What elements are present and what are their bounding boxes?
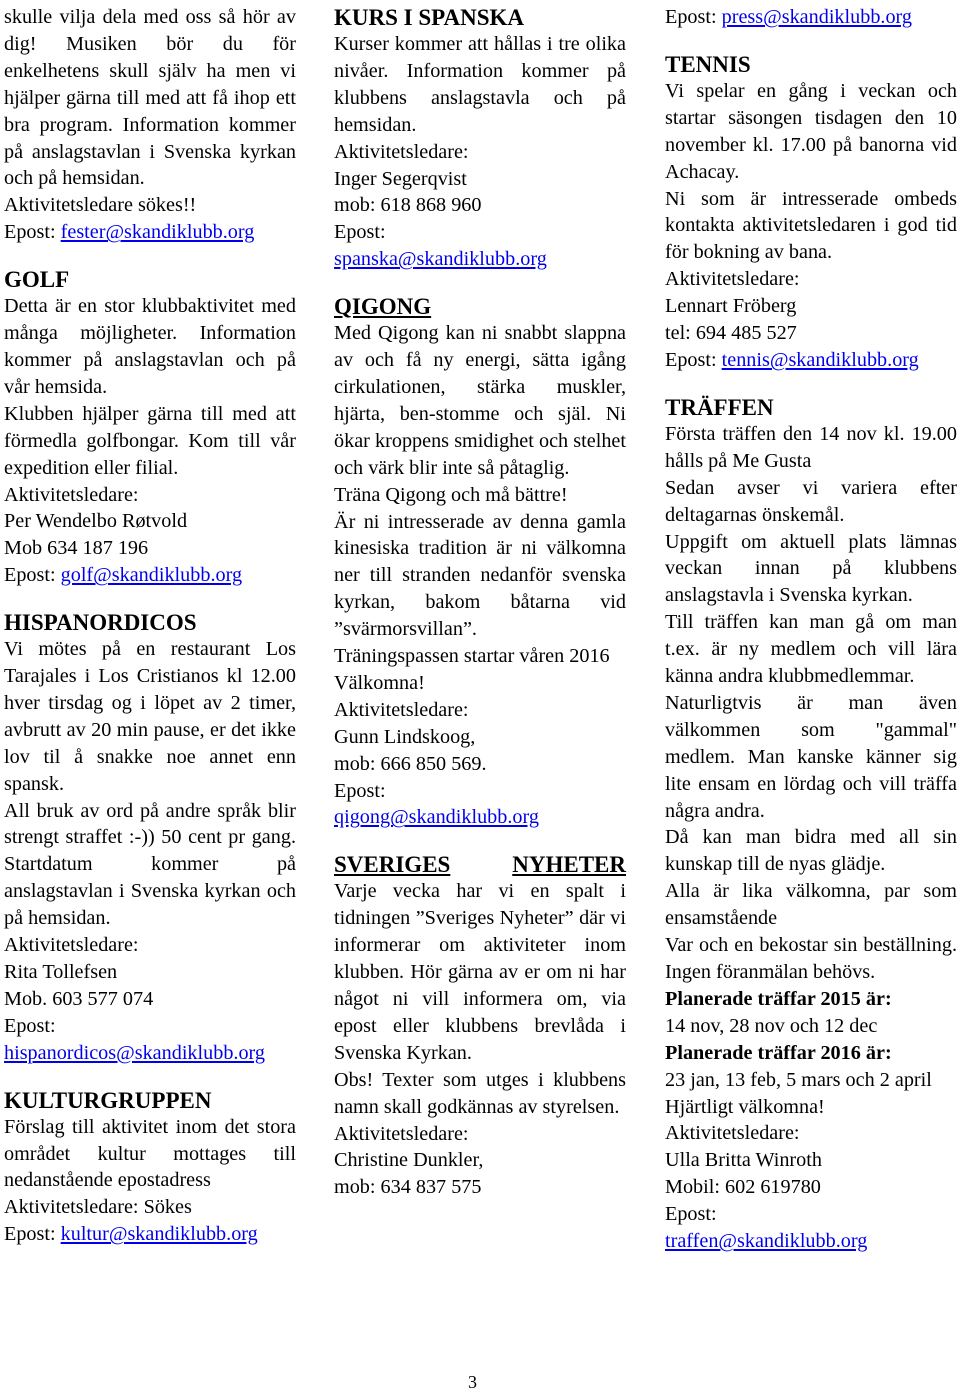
- traffen-2015-heading: Planerade träffar 2015 är:: [665, 987, 892, 1010]
- intro-email-line: [4, 219, 296, 246]
- golf-email-label: Epost:: [4, 564, 61, 587]
- traffen-variation: Sedan avser vi variera efter deltagarnas önskemål.: [665, 476, 957, 526]
- kulturgruppen-email-label: Epost:: [4, 1223, 61, 1246]
- hispanordicos-email-label: Epost:: [4, 1014, 56, 1037]
- hispanordicos-phone: Mob. 603 577 074: [4, 987, 154, 1010]
- qigong-start: Träningspassen startar våren 2016: [334, 645, 610, 668]
- hispanordicos-leader-label: Aktivitetsledare:: [4, 934, 139, 957]
- traffen-first-meeting: Första träffen den 14 nov kl. 19.00 hålls på Me Gusta: [665, 422, 957, 472]
- tennis-description: Vi spelar en gång i veckan och startar säsongen tisdagen den 10 november kl. 17.00 på banorna vid Achacay.: [665, 79, 957, 183]
- press-email-line: [665, 4, 957, 31]
- tennis-phone: tel: 694 485 527: [665, 322, 797, 345]
- traffen-leader-label: Aktivitetsledare:: [665, 1122, 800, 1145]
- nyheter-description: Varje vecka har vi en spalt i tidningen ”Sveriges Nyheter” där vi informerar om aktiviteter inom klubben. Hör gärna av er om ni har något ni vill informera om, via epost eller klubbens brevlåda i Svenska Kyrkan.: [334, 880, 626, 1064]
- qigong-heading: QIGONG: [334, 294, 432, 320]
- traffen-email-link[interactable]: traffen@skandiklubb.org: [665, 1230, 868, 1253]
- kultur-email-link[interactable]: kultur@skandiklubb.org: [60, 1223, 258, 1246]
- traffen-location: Uppgift om aktuell plats lämnas veckan innan på klubbens anslagstavla i Svenska kyrkan.: [665, 530, 957, 607]
- traffen-2015-dates: 14 nov, 28 nov och 12 dec: [665, 1014, 878, 1037]
- nyheter-heading: [334, 851, 626, 878]
- qigong-leader-name: Gunn Lindskoog,: [334, 725, 476, 748]
- traffen-2016-dates: 23 jan, 13 feb, 5 mars och 2 april: [665, 1068, 932, 1091]
- hispanordicos-email-link[interactable]: hispanordicos@skandiklubb.org: [4, 1041, 266, 1064]
- spanska-email-link[interactable]: spanska@skandiklubb.org: [334, 248, 547, 271]
- tennis-email-link[interactable]: tennis@skandiklubb.org: [721, 348, 919, 371]
- traffen-phone: Mobil: 602 619780: [665, 1176, 821, 1199]
- traffen-2016-heading: Planerade träffar 2016 är:: [665, 1041, 892, 1064]
- golf-heading: GOLF: [4, 267, 70, 293]
- qigong-description: Med Qigong kan ni snabbt slappna av och få ny energi, sätta igång cirkulationen, stärka muskler, hjärta, ben-stomme och själ. Ni ökar kroppens smidighet och stelhet och värk blir inte så påtaglig.: [334, 322, 626, 479]
- traffen-new-members: Till träffen kan man gå om man t.ex. är ny medlem och vill lära känna andra klubbmedlemmar.: [665, 611, 957, 688]
- traffen-old-members: Naturligtvis är man även välkommen som "gammal" medlem. Man kanske känner sig lite ensam en lördag och vill träffa några andra.: [665, 691, 957, 822]
- qigong-slogan: Träna Qigong och må bättre!: [334, 483, 568, 506]
- nyheter-heading-left: SVERIGES: [334, 852, 451, 878]
- qigong-invitation: Är ni intresserade av denna gamla kinesiska tradition är ni välkomna ner till stranden nedanför svenska kyrkan, bakom båtarna vid ”svärmorsvillan”.: [334, 510, 626, 641]
- column-1: [4, 4, 296, 1248]
- golf-email-link[interactable]: golf@skandiklubb.org: [60, 564, 243, 587]
- hispanordicos-heading: HISPANORDICOS: [4, 610, 197, 636]
- column-3: [665, 4, 957, 1255]
- kulturgruppen-email-line: [4, 1221, 296, 1248]
- nyheter-leader-label: Aktivitetsledare:: [334, 1122, 469, 1145]
- spanska-leader-name: Inger Segerqvist: [334, 167, 467, 190]
- traffen-email-label: Epost:: [665, 1203, 717, 1226]
- hispanordicos-leader-name: Rita Tollefsen: [4, 961, 118, 983]
- qigong-email-link[interactable]: qigong@skandiklubb.org: [334, 806, 539, 829]
- spanska-phone: mob: 618 868 960: [334, 194, 482, 217]
- intro-text: skulle vilja dela med oss så hör av dig! Musiken bör du för enkelhetens skull själv ha men vi hjälper gärna till med att få ihop ett bra program. Information kommer på anslagstavlan i Svenska kyrkan och på hemsidan.: [4, 6, 296, 190]
- qigong-email-label: Epost:: [334, 779, 386, 802]
- page-number: 3: [468, 1372, 477, 1392]
- traffen-closing: Hjärtligt välkomna!: [665, 1095, 825, 1118]
- spanska-heading: KURS I SPANSKA: [334, 5, 524, 30]
- golf-description: Detta är en stor klubbaktivitet med många möjligheter. Information kommer på anslagstavlan och på vår hemsida.: [4, 295, 296, 398]
- kulturgruppen-description: Förslag till aktivitet inom det stora området kultur mottages till nedanstående epostadress: [4, 1115, 296, 1192]
- traffen-all-welcome: Alla är lika välkomna, par som ensamstående: [665, 880, 957, 930]
- qigong-leader-label: Aktivitetsledare:: [334, 698, 469, 721]
- spanska-leader-label: Aktivitetsledare:: [334, 140, 469, 163]
- hispanordicos-description: Vi mötes på en restaurant Los Tarajales i Los Cristianos kl 12.00 hver tirsdag og i löpet av 2 timer, avbrutt av 20 min pause, er det ikke lov til å snakke noe annet enn spansk.: [4, 638, 296, 795]
- kulturgruppen-heading: KULTURGRUPPEN: [4, 1087, 212, 1113]
- spanska-email-label: Epost:: [334, 221, 386, 244]
- press-email-link[interactable]: press@skandiklubb.org: [721, 6, 913, 28]
- nyheter-leader-name: Christine Dunkler,: [334, 1149, 484, 1172]
- traffen-leader-name: Ulla Britta Winroth: [665, 1149, 822, 1172]
- golf-phone: Mob 634 187 196: [4, 537, 149, 560]
- column-2: [334, 4, 626, 1201]
- press-email-label: Epost:: [665, 6, 722, 28]
- kulturgruppen-leader: Aktivitetsledare: Sökes: [4, 1196, 192, 1219]
- traffen-knowledge: Då kan man bidra med all sin kunskap till de nyas glädje.: [665, 826, 957, 876]
- golf-email-line: [4, 562, 296, 589]
- qigong-welcome: Välkomna!: [334, 671, 425, 694]
- hispanordicos-rules: All bruk av ord på andre språk blir strengt straffet :-)) 50 cent pr gang. Startdatum kommer på anslagstavlan i Svenska kyrkan och på hemsidan.: [4, 799, 296, 930]
- golf-leader-name: Per Wendelbo Røtvold: [4, 510, 188, 533]
- fester-email-link[interactable]: fester@skandiklubb.org: [60, 221, 255, 244]
- golf-golfbongar: Klubben hjälper gärna till med att förmedla golfbongar. Kom till vår expedition eller filial.: [4, 402, 296, 479]
- golf-leader-label: Aktivitetsledare:: [4, 483, 139, 506]
- nyheter-note: Obs! Texter som utges i klubbens namn skall godkännas av styrelsen.: [334, 1068, 626, 1118]
- spanska-description: Kurser kommer att hållas i tre olika nivåer. Information kommer på klubbens anslagstavla och på hemsidan.: [334, 33, 626, 136]
- intro-leader-wanted: Aktivitetsledare sökes!!: [4, 194, 197, 217]
- nyheter-heading-right: NYHETER: [512, 852, 626, 878]
- traffen-cost: Var och en bekostar sin beställning. Ingen föranmälan behövs.: [665, 934, 957, 983]
- tennis-email-line: [665, 347, 957, 374]
- tennis-email-label: Epost:: [665, 348, 722, 371]
- tennis-heading: TENNIS: [665, 51, 751, 77]
- tennis-leader-label: Aktivitetsledare:: [665, 268, 800, 291]
- intro-email-label: Epost:: [4, 221, 61, 244]
- tennis-leader-name: Lennart Fröberg: [665, 295, 797, 318]
- traffen-heading: TRÄFFEN: [665, 394, 774, 420]
- nyheter-phone: mob: 634 837 575: [334, 1176, 482, 1199]
- tennis-booking: Ni som är intresserade ombeds kontakta aktivitetsledaren i god tid för bokning av bana.: [665, 187, 957, 264]
- qigong-phone: mob: 666 850 569.: [334, 752, 487, 775]
